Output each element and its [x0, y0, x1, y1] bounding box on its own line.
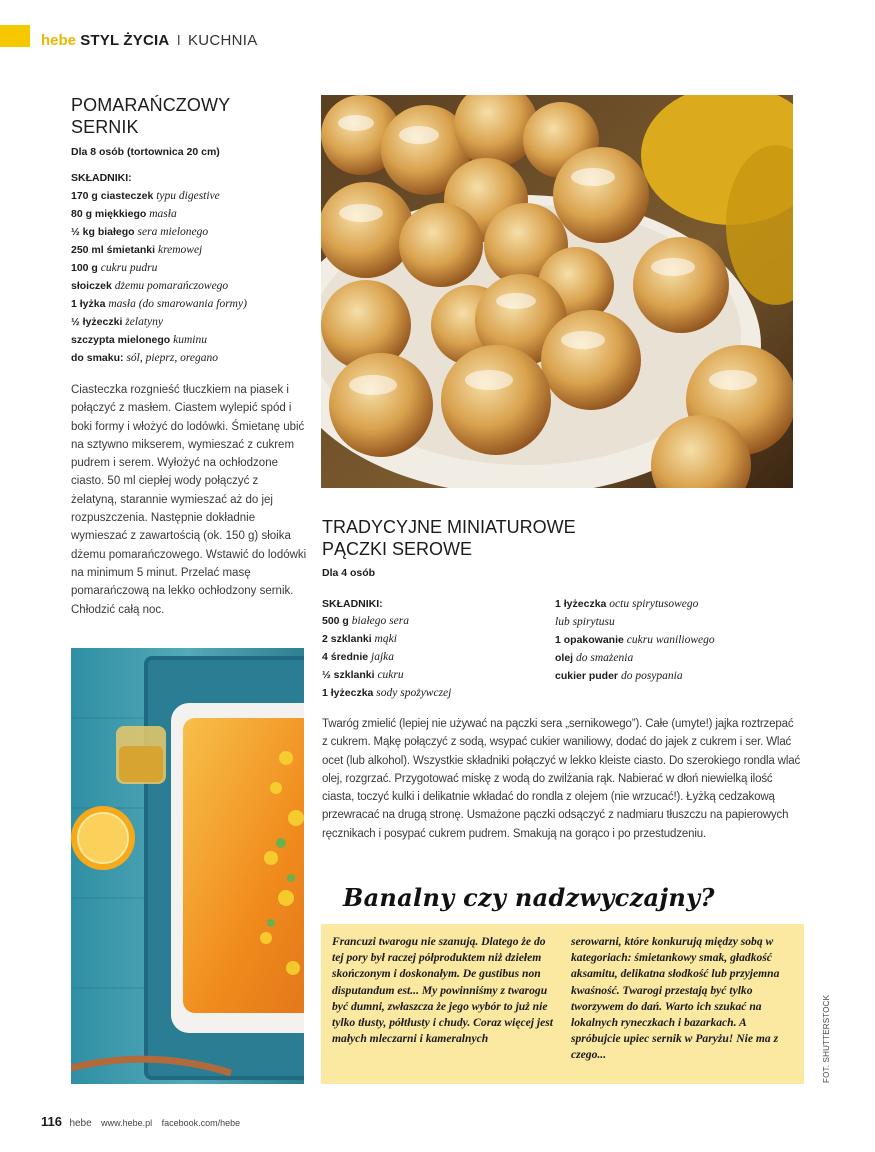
- ingredient-amount: olej: [555, 652, 574, 664]
- ingredient-item: [555, 667, 715, 685]
- ingredient-item: [555, 595, 715, 613]
- ingredient-item: [322, 666, 451, 684]
- ingredient-amount: 250 ml śmietanki: [71, 244, 156, 256]
- ingredient-item: [71, 241, 247, 259]
- ingredient-name: żelatyny: [125, 316, 163, 328]
- page-header: [41, 32, 258, 49]
- ingredient-amount: słoiczek: [71, 280, 112, 292]
- ingredient-item: [322, 630, 451, 648]
- box-title: Banalny czy nadzwyczajny?: [343, 883, 715, 912]
- ingredient-item: [71, 259, 247, 277]
- ingredient-item: [71, 331, 247, 349]
- ingredient-item: [555, 631, 715, 649]
- ingredient-item: [71, 295, 247, 313]
- ingredient-name: masła: [149, 208, 177, 220]
- ingredient-name: sól, pieprz, oregano: [126, 352, 219, 364]
- ingredient-item: [322, 684, 451, 702]
- ingredient-name: do posypania: [620, 670, 683, 682]
- recipe2-serves: Dla 4 osób: [322, 567, 376, 579]
- recipe2-ingredients-col2: [555, 595, 715, 685]
- ingredient-amount: ½ łyżeczki: [71, 316, 123, 328]
- ingredient-item: [71, 205, 247, 223]
- recipe2-ingredients-heading: SKŁADNIKI:: [322, 598, 383, 610]
- ingredient-name: cukru: [377, 669, 404, 681]
- ingredient-name: typu digestive: [156, 190, 220, 202]
- ingredient-amount: ½ kg białego: [71, 226, 135, 238]
- footer-facebook-link[interactable]: facebook.com/hebe: [161, 1118, 241, 1128]
- cheesecake-illustration: [71, 648, 304, 1084]
- box-column-1: Francuzi twarogu nie szanują. Dlatego że do tej pory był raczej półproduktem niż dziełem skończonym i doskonałym. De gustibus non disputandum est... My powinniśmy z twarogu być dumni, zwłaszcza że jego wybór to już nie tylko tłusty, półtłusty i chudy. Coraz więcej jest małych mleczarni i kameralnych: [332, 935, 554, 1046]
- ingredient-name: do smażenia: [576, 652, 634, 664]
- page-footer: [41, 1113, 240, 1131]
- ingredient-item: [71, 277, 247, 295]
- ingredient-name: mąki: [374, 633, 397, 645]
- ingredient-amount: szczypta mielonego: [71, 334, 171, 346]
- box-column-2: serowarni, które konkurują między sobą w kategoriach: śmietankowy smak, gładkość aksamitu, delikatna słodkość lub przyjemna kwaśność. Twarogi przestają być tylko tworzywem do dań. Warto ich szukać na lokalnych ryneczkach i bazarkach. A spróbujcie upiec sernik w Paryżu! Nie ma z czego...: [571, 935, 780, 1062]
- ingredient-amount: ½ szklanki: [322, 669, 375, 681]
- ingredient-amount: 1 łyżeczka: [555, 598, 607, 610]
- ingredient-name: sera mielonego: [137, 226, 209, 238]
- footer-website-link[interactable]: www.hebe.pl: [101, 1118, 153, 1128]
- recipe1-ingredients-heading: SKŁADNIKI:: [71, 172, 132, 184]
- header-brand: hebe: [41, 32, 77, 49]
- ingredient-item: [555, 649, 715, 667]
- ingredient-name: cukru pudru: [100, 262, 158, 274]
- ingredient-amount: 500 g: [322, 615, 349, 627]
- ingredient-name: kremowej: [157, 244, 203, 256]
- ingredient-name: masła (do smarowania formy): [108, 298, 247, 310]
- ingredient-amount: 4 średnie: [322, 651, 369, 663]
- header-separator: I: [176, 32, 181, 49]
- ingredient-name: kuminu: [173, 334, 207, 346]
- recipe1-ingredients: [71, 187, 247, 367]
- ingredient-item: [322, 612, 451, 630]
- ingredient-name: jajka: [371, 651, 395, 663]
- ingredient-name: dżemu pomarańczowego: [114, 280, 229, 292]
- ingredient-amount: 1 opakowanie: [555, 634, 624, 646]
- recipe2-title: TRADYCYJNE MINIATUROWE PĄCZKI SEROWE: [322, 517, 576, 559]
- recipe2-ingredients-col1: [322, 612, 451, 702]
- recipe1-serves: Dla 8 osób (tortownica 20 cm): [71, 146, 220, 158]
- ingredient-amount: 1 łyżeczka: [322, 687, 374, 699]
- ingredient-amount: cukier puder: [555, 670, 619, 682]
- ingredient-amount: 2 szklanki: [322, 633, 372, 645]
- recipe1-title: POMARAŃCZOWY SERNIK: [71, 95, 231, 137]
- cheesecake-photo: [71, 648, 304, 1084]
- ingredient-amount: do smaku:: [71, 352, 124, 364]
- ingredient-name: białego sera: [351, 615, 409, 627]
- footer-brand: hebe: [69, 1118, 92, 1129]
- ingredient-item: [71, 187, 247, 205]
- recipe1-instructions: Ciasteczka rozgnieść tłuczkiem na piasek i połączyć z masłem. Ciastem wylepić spód i boki formy i włożyć do lodówki. Śmietanę ubić na sztywno mikserem, wymieszać z cukrem pudrem i serem. Wyłożyć na ochłodzone ciasto. 50 ml ciepłej wody połączyć z żelatyną, starannie wymieszać aż do jej rozpuszczenia. Następnie dokładnie wymieszać z zawartością (ok. 150 g) słoika dżemu pomarańczowego. Wstawić do lodówki na minimum 5 minut. Przelać masę pomarańczową na lekko ochłodzony sernik. Chłodzić całą noc.: [71, 384, 307, 616]
- donuts-photo: [321, 95, 793, 488]
- ingredient-item: [555, 613, 715, 631]
- ingredient-item: [71, 223, 247, 241]
- recipe2-instructions: Twaróg zmielić (lepiej nie używać na pączki sera „sernikowego”). Całe (umyte!) jajka roztrzepać z cukrem. Mąkę połączyć z sodą, wsypać cukier waniliowy, dodać do jajek z cukrem i ser. Wlać ocet (lub alkohol). Wszystkie składniki połączyć w lekko kleiste ciasto. Do szerokiego rondla wlać olej, rozgrzać. Przygotować miskę z wodą do zwilżania rąk. Nabierać w dłoń niewielką ilość ciasta, toczyć kulki i delikatnie wkładać do rondla z olejem (nie wrzucać!). Łyżką cedzakową przewracać na drugą stronę. Usmażone pączki odsączyć z nadmiaru tłuszczu na papierowych ręcznikach i posypać cukrem pudrem. Smakują na gorąco i po przestudzeniu.: [322, 718, 801, 840]
- ingredient-name: octu spirytusowego: [609, 598, 699, 610]
- ingredient-amount: 1 łyżka: [71, 298, 106, 310]
- ingredient-item: [71, 349, 247, 367]
- ingredient-name: cukru waniliowego: [626, 634, 715, 646]
- ingredient-amount: 170 g ciasteczek: [71, 190, 154, 202]
- page-number: 116: [41, 1114, 62, 1129]
- ingredient-amount: 80 g miękkiego: [71, 208, 147, 220]
- header-subsection: KUCHNIA: [187, 32, 258, 49]
- ingredient-item: [322, 648, 451, 666]
- photo-credit: FOT. SHUTTERSTOCK: [822, 994, 831, 1083]
- header-section: STYL ŻYCIA: [80, 32, 170, 49]
- ingredient-amount: 100 g: [71, 262, 98, 274]
- ingredient-name: lub spirytusu: [555, 616, 615, 628]
- donuts-illustration: [321, 95, 793, 488]
- section-marker: [0, 25, 30, 47]
- ingredient-item: [71, 313, 247, 331]
- ingredient-name: sody spożywczej: [376, 687, 452, 699]
